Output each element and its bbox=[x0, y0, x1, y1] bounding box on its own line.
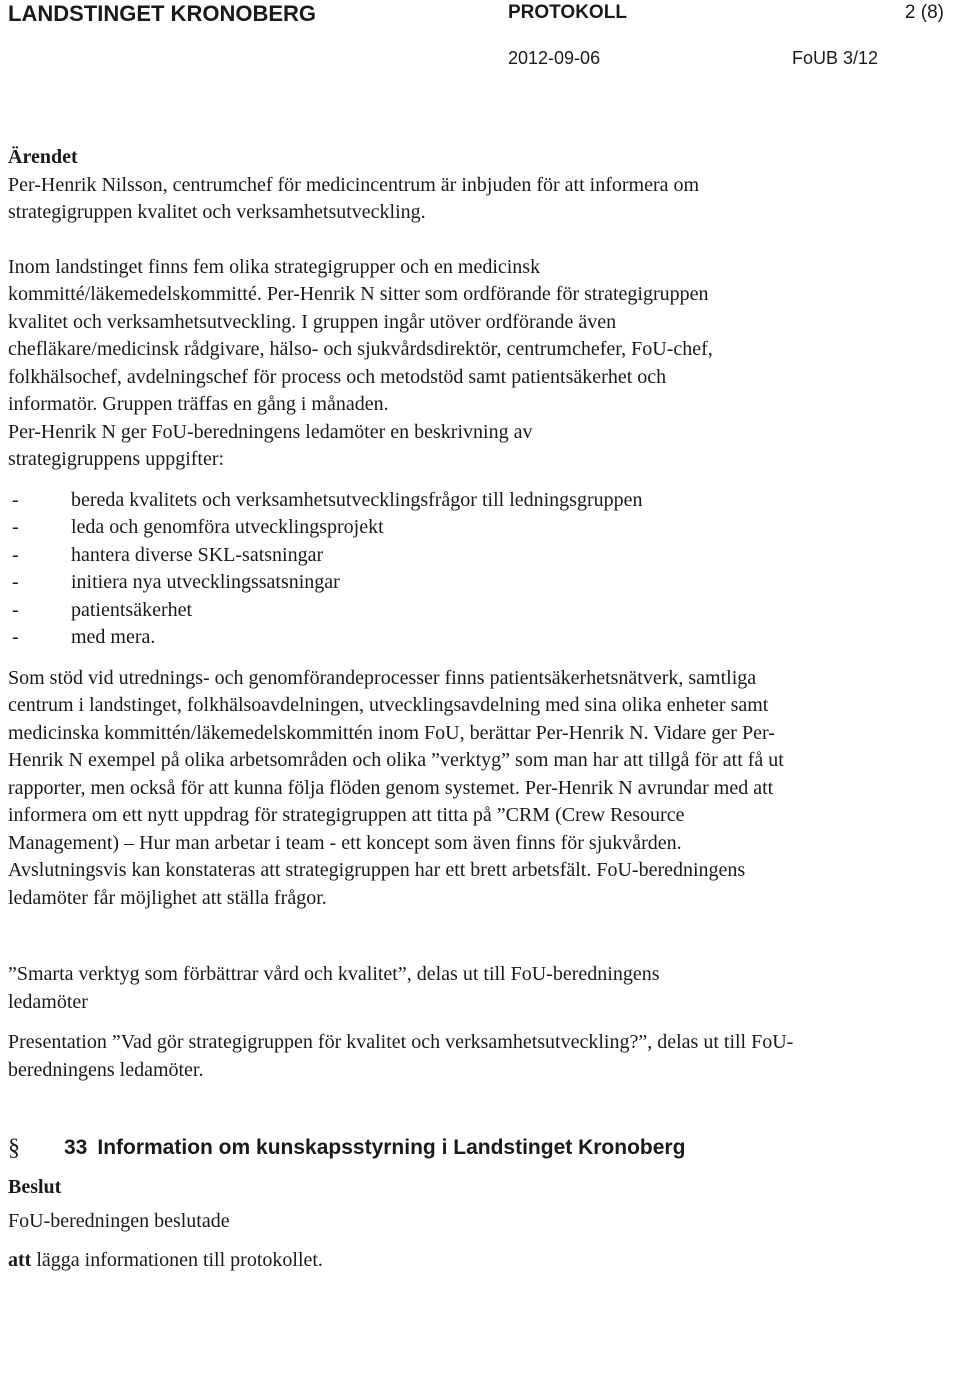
document-reference: FoUB 3/12 bbox=[792, 48, 879, 68]
agenda-item-title: Information om kunskapsstyrning i Landstinget Kronoberg bbox=[97, 1136, 686, 1159]
list-item-text: bereda kvalitets och verksamhetsutvecklingsfrågor till ledningsgruppen bbox=[71, 488, 643, 511]
tasks-intro-paragraph: Per-Henrik N ger FoU-beredningens ledamöter en beskrivning av strategigruppens uppgifter: bbox=[8, 420, 533, 470]
decision-text-rest: lägga informationen till protokollet. bbox=[31, 1249, 323, 1271]
strategy-groups-paragraph: Inom landstinget finns fem olika strategigrupper och en medicinsk kommitté/läkemedelskommitté. Per-Henrik N sitter som ordförande för strategigruppen kvalitet och verksamhetsutveckling. I gruppen ingår utöver ordförande även chefläkare/medicinsk rådgivare, hälso- och sjukvårdsdirektör, centrumchefer, FoU-chef, folkhälsochef, avdelningschef för process och metodstöd samt patientsäkerhet och informatör. Gruppen träffas en gång i månaden. bbox=[8, 255, 713, 415]
handout-smarta-verktyg: ”Smarta verktyg som förbättrar vård och kvalitet”, delas ut till FoU-beredningens ledamöter bbox=[8, 963, 660, 1013]
organization-name: LANDSTINGET KRONOBERG bbox=[8, 1, 316, 26]
list-item bbox=[8, 487, 948, 515]
page-number: 2 (8) bbox=[904, 2, 944, 23]
page-header bbox=[0, 0, 960, 80]
decision-intro: FoU-beredningen beslutade bbox=[8, 1209, 230, 1232]
decision-att: att bbox=[8, 1249, 32, 1271]
decision-heading: Beslut bbox=[8, 1176, 62, 1198]
list-dash: - bbox=[12, 571, 19, 593]
list-dash: - bbox=[12, 543, 19, 566]
list-dash: - bbox=[12, 626, 19, 648]
paragraph-sign: § bbox=[8, 1135, 20, 1161]
list-item bbox=[8, 514, 948, 542]
list-item-text: leda och genomföra utvecklingsprojekt bbox=[71, 516, 384, 538]
intro-paragraph: Per-Henrik Nilsson, centrumchef för medicincentrum är inbjuden för att informera om strategigruppen kvalitet och verksamhetsutveckling. bbox=[8, 173, 700, 223]
list-item bbox=[8, 542, 948, 570]
list-item-text: med mera. bbox=[71, 626, 156, 648]
list-dash: - bbox=[12, 516, 19, 538]
list-item-text: initiera nya utvecklingssatsningar bbox=[71, 571, 340, 593]
list-item bbox=[8, 569, 948, 597]
list-item-text: hantera diverse SKL-satsningar bbox=[71, 543, 324, 566]
document-body bbox=[8, 144, 948, 1275]
decision-text bbox=[8, 1247, 948, 1275]
arendet-heading: Ärendet bbox=[8, 146, 78, 168]
document-type: PROTOKOLL bbox=[508, 2, 627, 23]
tasks-list bbox=[8, 487, 948, 652]
list-item-text: patientsäkerhet bbox=[71, 598, 193, 621]
agenda-item-number: 33 bbox=[64, 1136, 88, 1159]
meeting-date: 2012-09-06 bbox=[508, 48, 601, 68]
list-item bbox=[8, 624, 948, 652]
list-dash: - bbox=[12, 488, 19, 511]
support-paragraph: Som stöd vid utrednings- och genomförandeprocesser finns patientsäkerhetsnätverk, samtliga centrum i landstinget, folkhälsoavdelningen, utvecklingsavdelning med sina olika enheter samt medicinska kommittén/läkemedelskommittén inom FoU, berättar Per-Henrik N. Vidare ger Per-Henrik N exempel på olika arbetsområden och olika ”verktyg” som man har att tillgå för att få ut rapporter, men också för att kunna följa flöden genom systemet. Per-Henrik N avrundar med att informera om ett nytt uppdrag för strategigruppen att titta på ”CRM (Crew Resource Management) – Hur man arbetar i team - ett koncept som även finns för sjukvården. Avslutningsvis kan konstateras att strategigruppen har ett brett arbetsfält. FoU-beredningens ledamöter får möjlighet att ställa frågor. bbox=[8, 666, 784, 909]
agenda-item-33-heading bbox=[8, 1133, 948, 1163]
handout-presentation: Presentation ”Vad gör strategigruppen för kvalitet och verksamhetsutveckling?”, delas ut till FoU-beredningens ledamöter. bbox=[8, 1031, 794, 1081]
list-item bbox=[8, 597, 948, 625]
list-dash: - bbox=[12, 598, 19, 621]
